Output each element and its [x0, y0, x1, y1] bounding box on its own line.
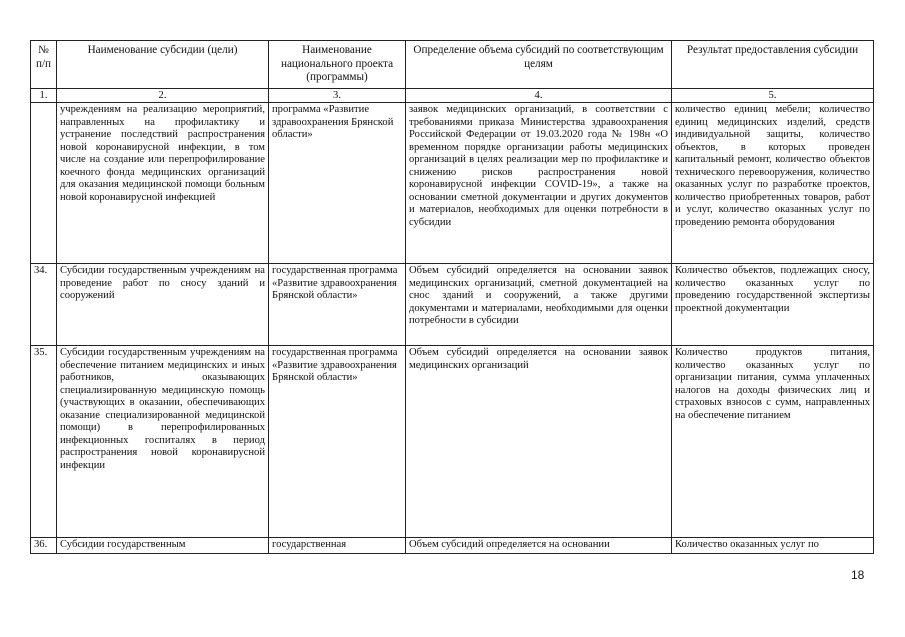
header-volume-definition: Определение объема субсидий по соответствующим целям [406, 41, 672, 89]
program-name: программа «Развитие здравоохранения Брянской области» [269, 103, 406, 264]
column-number: 5. [672, 89, 874, 103]
column-numbering-row [31, 89, 874, 103]
header-program-name: Наименование национального проекта (программы) [269, 41, 406, 89]
subsidy-table [30, 40, 874, 554]
volume-definition: Объем субсидий определяется на основании [406, 538, 672, 554]
subsidy-name: Субсидии государственным учреждениям на проведение работ по сносу зданий и сооружений [57, 264, 269, 346]
subsidy-name: учреждениям на реализацию мероприятий, направленных на профилактику и устранение последствий распространения новой коронавирусной инфекции, в том числе на создание или перепрофилирование коечного фонда медицинских организаций для оказания медицинской помощи больным новой коронавирусной инфекцией [57, 103, 269, 264]
subsidy-result: Количество объектов, подлежащих сносу, количество оказанных услуг по проведению государственной экспертизы проектной документации [672, 264, 874, 346]
row-number [31, 103, 57, 264]
page-number: 18 [851, 568, 865, 582]
program-name: государственная программа «Развитие здравоохранения Брянской области» [269, 346, 406, 538]
row-number: 34. [31, 264, 57, 346]
column-number: 3. [269, 89, 406, 103]
row-number: 35. [31, 346, 57, 538]
volume-definition: Объем субсидий определяется на основании заявок медицинских организаций, сметной документацией на снос зданий и сооружений, а также другими документами и материалами, необходимыми для оценки потребности в субсидии [406, 264, 672, 346]
subsidy-result: Количество оказанных услуг по [672, 538, 874, 554]
table-row [31, 538, 874, 554]
row-number: 36. [31, 538, 57, 554]
header-subsidy-name: Наименование субсидии (цели) [57, 41, 269, 89]
program-name: государственная [269, 538, 406, 554]
subsidy-name: Субсидии государственным учреждениям на обеспечение питанием медицинских и иных работников, оказывающих специализированную медицинскую помощь (участвующих в оказании, обеспечивающих оказание специализированной медицинской помощи) в перепрофилированных инфекционных госпиталях в период распространения новой коронавирусной инфекции [57, 346, 269, 538]
program-name: государственная программа «Развитие здравоохранения Брянской области» [269, 264, 406, 346]
volume-definition: заявок медицинских организаций, в соответствии с требованиями приказа Министерства здравоохранения Российской Федерации от 19.03.2020 года № 198н «О временном порядке организации работы медицинских организаций в целях реализации мер по профилактике и снижению рисков распространения новой коронавирусной инфекции COVID-19», а также на основании сметной документации и других документов и материалов, необходимых для оценки потребности в субсидии [406, 103, 672, 264]
table-row [31, 346, 874, 538]
column-number: 1. [31, 89, 57, 103]
column-number: 4. [406, 89, 672, 103]
header-result: Результат предоставления субсидии [672, 41, 874, 89]
subsidy-name: Субсидии государственным [57, 538, 269, 554]
header-number: № п/п [31, 41, 57, 89]
subsidy-result: Количество продуктов питания, количество оказанных услуг по организации питания, сумма уплаченных налогов на доходы физических лиц и страховых взносов с сумм, направленных на обеспечение питанием [672, 346, 874, 538]
table-header-row [31, 41, 874, 89]
table-row [31, 264, 874, 346]
column-number: 2. [57, 89, 269, 103]
volume-definition: Объем субсидий определяется на основании заявок медицинских организаций [406, 346, 672, 538]
subsidy-result: количество единиц мебели; количество единиц медицинских изделий, средств индивидуальной защиты, количество объектов, в которых проведен капитальный ремонт, количество объектов технического перевооружения, количество оказанных услуг по разработке проектов, количество приобретенных товаров, работ и услуг, количество оказанных услуг по проведению ремонта оборудования [672, 103, 874, 264]
table-row [31, 103, 874, 264]
